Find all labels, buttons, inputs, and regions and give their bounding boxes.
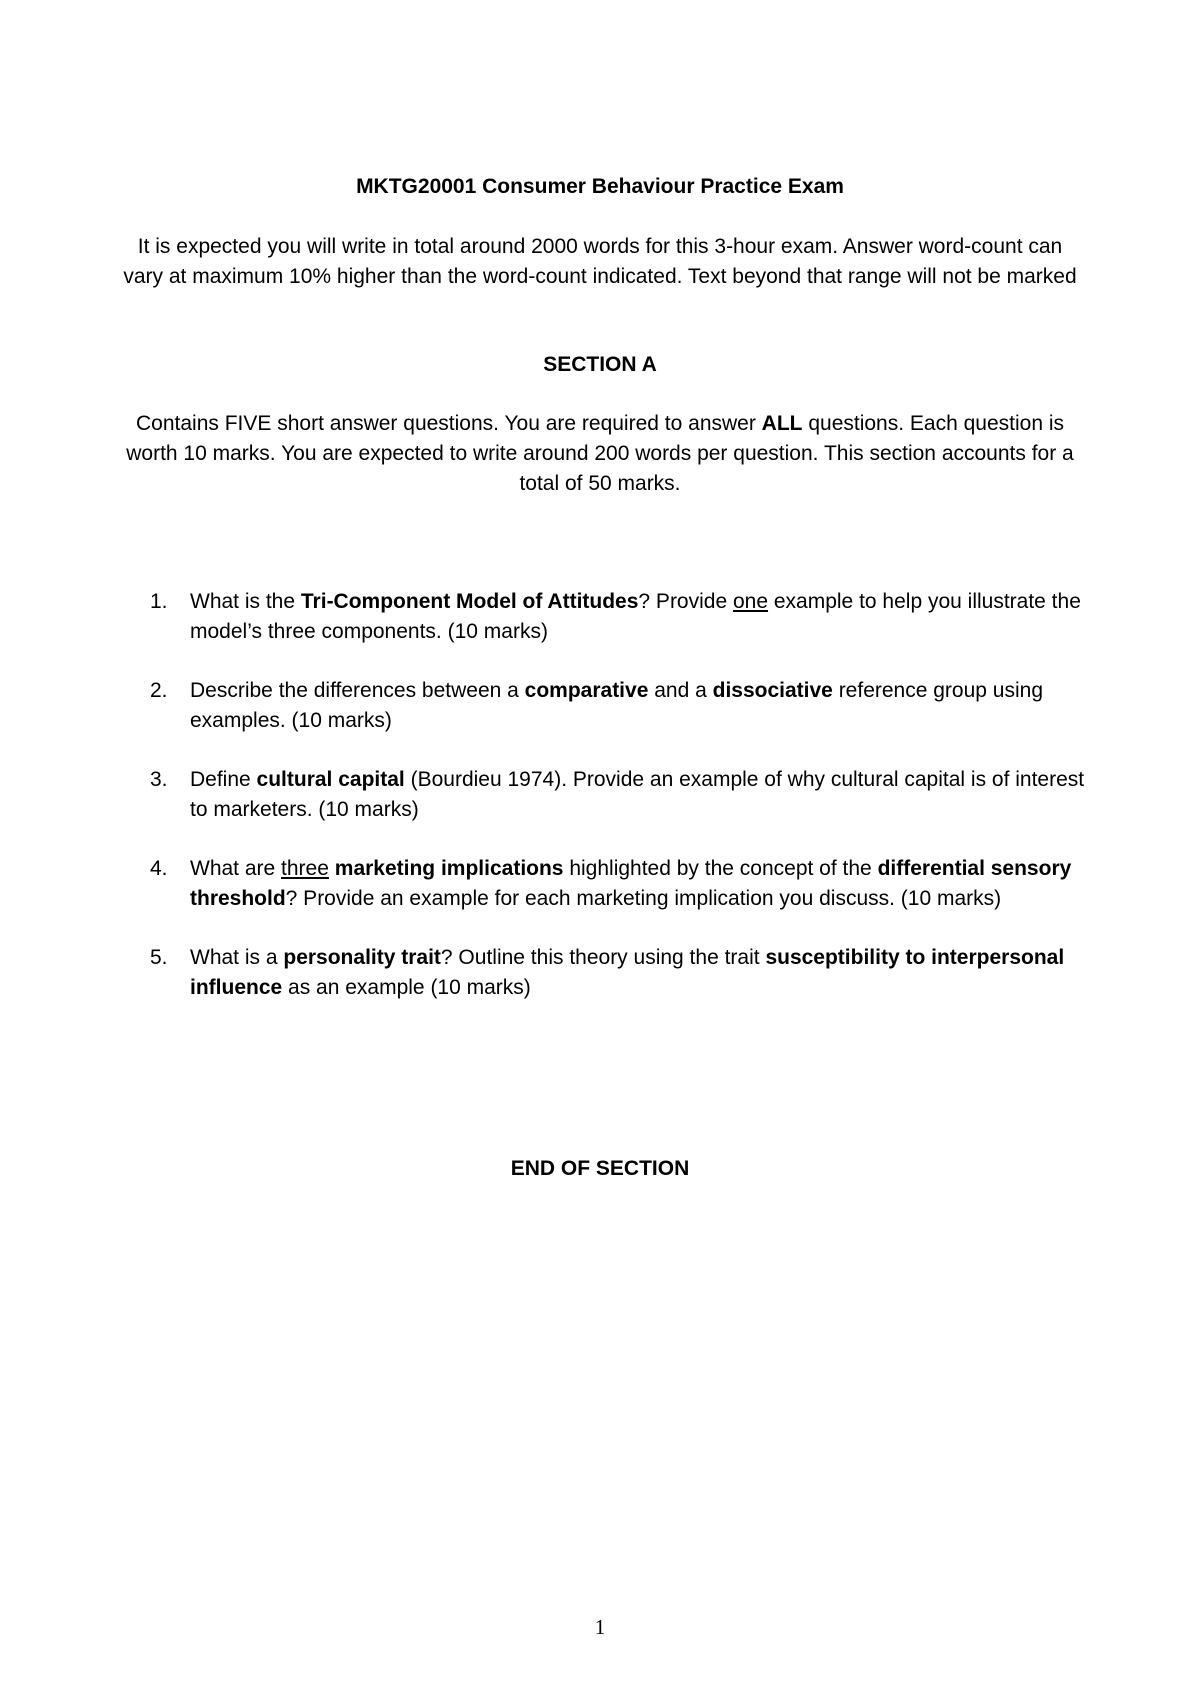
question-text-segment: What is a xyxy=(190,946,284,969)
question-item xyxy=(0,854,1200,914)
section-heading: SECTION A xyxy=(543,353,657,376)
question-text-segment: Describe the differences between a xyxy=(190,679,525,702)
question-text-segment: example to help you illustrate the model’s three components. (10 marks) xyxy=(190,590,1081,643)
question-key-term: susceptibility to interpersonal influence xyxy=(190,946,1065,999)
question-list xyxy=(0,587,1200,1032)
question-key-term: cultural capital xyxy=(256,768,405,791)
question-text-segment: as an example (10 marks) xyxy=(282,976,531,999)
question-text-segment: highlighted by the concept of the xyxy=(563,857,878,880)
question-text xyxy=(190,679,1043,732)
section-description xyxy=(110,409,1090,499)
question-number: 4. xyxy=(150,857,168,880)
question-item xyxy=(0,943,1200,1003)
question-emphasis: one xyxy=(732,590,769,613)
question-key-term: dissociative xyxy=(712,679,833,702)
question-number: 1. xyxy=(150,590,168,613)
question-emphasis: three xyxy=(281,857,329,880)
question-text xyxy=(190,857,1071,910)
question-item xyxy=(0,676,1200,736)
question-text-segment: and a xyxy=(648,679,713,702)
question-text-segment: What is the xyxy=(190,590,301,613)
question-key-term: comparative xyxy=(524,679,649,702)
page-title: MKTG20001 Consumer Behaviour Practice Exam xyxy=(356,175,844,198)
question-key-term: differential sensory threshold xyxy=(190,857,1072,910)
section-description-part1: Contains FIVE short answer questions. You are required to answer xyxy=(135,412,762,435)
question-text xyxy=(190,946,1064,999)
question-key-term: personality trait xyxy=(283,946,441,969)
question-item xyxy=(0,587,1200,647)
question-number: 5. xyxy=(150,946,168,969)
question-text-segment: ? Provide xyxy=(638,590,733,613)
section-description-emphasis: ALL xyxy=(761,412,803,435)
exam-instructions: It is expected you will write in total around 2000 words for this 3-hour exam. Answer word-count can vary at maximum 10% higher than the word-count indicated. Text beyond that range will not be marked xyxy=(123,235,1077,288)
page-number: 1 xyxy=(594,1615,606,1639)
question-number: 2. xyxy=(150,679,168,702)
end-of-section-label: END OF SECTION xyxy=(510,1157,690,1180)
question-text-segment: (Bourdieu 1974). Provide an example of why cultural capital is of interest to marketers. (10 marks) xyxy=(190,768,1085,821)
section-description-part2: questions. Each question is worth 10 marks. You are expected to write around 200 words per question. This section accounts for a total of 50 marks. xyxy=(126,412,1074,495)
question-text-segment: ? Outline this theory using the trait xyxy=(440,946,766,969)
question-text xyxy=(190,768,1084,821)
question-text-segment: ? Provide an example for each marketing implication you discuss. (10 marks) xyxy=(285,887,1002,910)
question-text-segment: reference group using examples. (10 marks) xyxy=(190,679,1043,732)
question-key-term: marketing implications xyxy=(334,857,564,880)
question-number: 3. xyxy=(150,768,168,791)
question-key-term: Tri-Component Model of Attitudes xyxy=(300,590,639,613)
question-text-segment: What are xyxy=(190,857,282,880)
question-text xyxy=(190,590,1081,643)
question-text-segment: Define xyxy=(190,768,257,791)
question-item xyxy=(0,765,1200,825)
